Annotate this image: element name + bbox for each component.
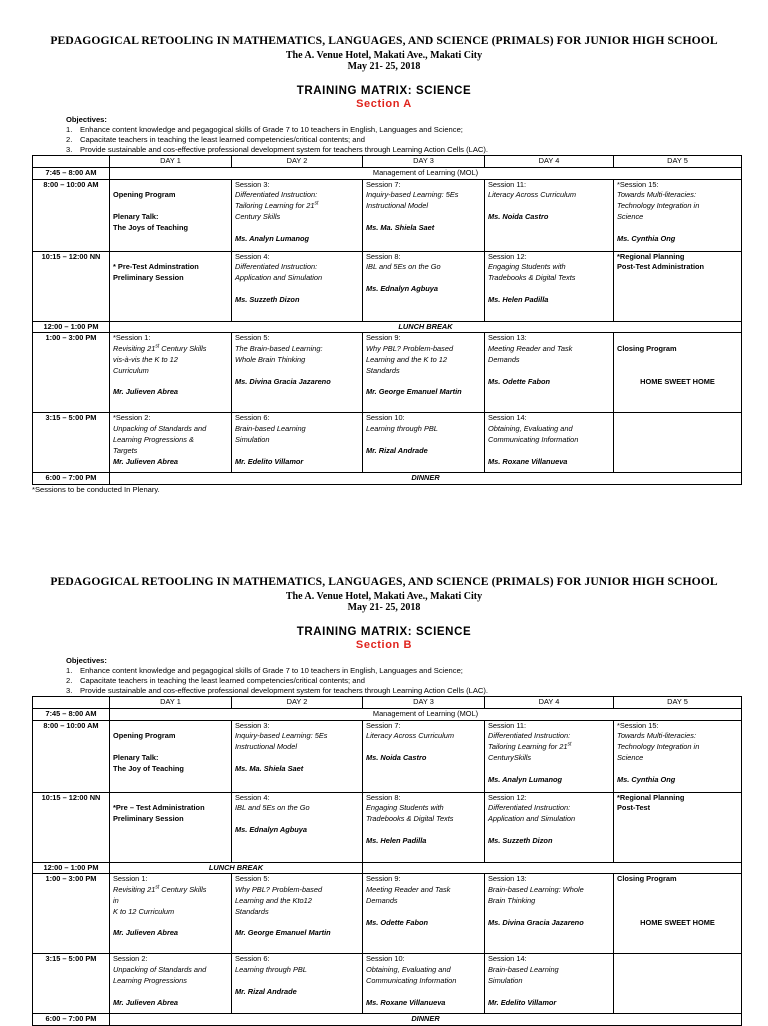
session-cell: Session 10: Obtaining, Evaluating and Communicating Information Ms. Roxane Villanueva bbox=[363, 954, 485, 1014]
mol-band: Management of Learning (MOL) bbox=[110, 708, 742, 720]
venue-line: The A. Venue Hotel, Makati Ave., Makati City bbox=[285, 50, 483, 61]
table-row bbox=[33, 321, 742, 333]
session-cell: Session 7: Literacy Across Curriculum Ms. Noida Castro bbox=[363, 720, 485, 792]
objectives bbox=[66, 115, 768, 155]
table-header-row bbox=[33, 156, 742, 168]
time-slot: 1:00 – 3:00 PM bbox=[33, 333, 110, 413]
session-cell: *Pre – Test Administration Preliminary Session bbox=[110, 792, 232, 862]
table-row bbox=[33, 720, 742, 792]
day-header: DAY 5 bbox=[614, 697, 742, 709]
session-cell: Closing Program HOME SWEET HOME bbox=[614, 333, 742, 413]
table-row bbox=[33, 862, 742, 874]
time-slot: 12:00 – 1:00 PM bbox=[33, 321, 110, 333]
session-cell: Session 10: Learning through PBL Mr. Rizal Andrade bbox=[363, 413, 485, 473]
time-slot: 10:15 – 12:00 NN bbox=[33, 792, 110, 862]
session-cell: Opening Program Plenary Talk: The Joy of Teaching bbox=[110, 720, 232, 792]
objectives-heading: Objectives: bbox=[66, 115, 107, 124]
day-header: DAY 1 bbox=[110, 156, 232, 168]
session-cell: Session 8: IBL and 5Es on the Go Ms. Ednalyn Agbuya bbox=[363, 251, 485, 321]
section-label: Section B bbox=[355, 639, 413, 651]
time-slot: 3:15 – 5:00 PM bbox=[33, 954, 110, 1014]
dates-line: May 21- 25, 2018 bbox=[347, 602, 421, 613]
day-header: DAY 4 bbox=[485, 156, 614, 168]
objective-item: 2. Capacitate teachers in teaching the least learned competencies/critical contents; and bbox=[66, 676, 365, 685]
schedule-table bbox=[32, 696, 742, 1026]
time-slot: 7:45 – 8:00 AM bbox=[33, 167, 110, 179]
objectives bbox=[66, 656, 768, 696]
session-cell: Session 7: Inquiry-based Learning: 5Es Instructional Model Ms. Ma. Shiela Saet bbox=[363, 179, 485, 251]
table-row bbox=[33, 954, 742, 1014]
session-cell: Session 13: Meeting Reader and Task Demands Ms. Odette Fabon bbox=[485, 333, 614, 413]
lunch-band: LUNCH BREAK bbox=[110, 321, 742, 333]
day-header: DAY 1 bbox=[110, 697, 232, 709]
document-title: PEDAGOGICAL RETOOLING IN MATHEMATICS, LANGUAGES, AND SCIENCE (PRIMALS) FOR JUNIOR HIGH SCHOOL bbox=[50, 34, 718, 47]
session-cell: Session 6: Learning through PBL Mr. Rizal Andrade bbox=[232, 954, 363, 1014]
table-row bbox=[33, 792, 742, 862]
session-cell: Session 11: Literacy Across Curriculum Ms. Noida Castro bbox=[485, 179, 614, 251]
session-cell: Session 14: Obtaining, Evaluating and Communicating Information Ms. Roxane Villanueva bbox=[485, 413, 614, 473]
session-cell: Session 3: Differentiated Instruction: Tailoring Learning for 21st Century Skills Ms. Analyn Lumanog bbox=[232, 179, 363, 251]
objective-item: 3. Provide sustainable and cos-effective professional development system for teachers through Learning Action Cells (LAC). bbox=[66, 145, 489, 154]
session-cell: Session 2: Unpacking of Standards and Learning Progressions Mr. Julieven Abrea bbox=[110, 954, 232, 1014]
table-row bbox=[33, 413, 742, 473]
session-cell: Session 12: Engaging Students with Tradebooks & Digital Texts Ms. Helen Padilla bbox=[485, 251, 614, 321]
matrix-title: TRAINING MATRIX: SCIENCE bbox=[296, 626, 472, 638]
table-row bbox=[33, 333, 742, 413]
table-row bbox=[33, 473, 742, 485]
time-slot: 3:15 – 5:00 PM bbox=[33, 413, 110, 473]
session-cell: *Session 15: Towards Multi-literacies: Technology Integration in Science Ms. Cynthia Ong bbox=[614, 720, 742, 792]
venue-line: The A. Venue Hotel, Makati Ave., Makati City bbox=[285, 591, 483, 602]
session-cell bbox=[614, 413, 742, 473]
session-cell: Session 13: Brain-based Learning: Whole Brain Thinking Ms. Divina Gracia Jazareno bbox=[485, 874, 614, 954]
day-header: DAY 3 bbox=[363, 697, 485, 709]
day-header: DAY 5 bbox=[614, 156, 742, 168]
session-cell: *Session 1: Revisiting 21st Century Skills vis-à-vis the K to 12 Curriculum Mr. Julieven Abrea bbox=[110, 333, 232, 413]
document-title: PEDAGOGICAL RETOOLING IN MATHEMATICS, LANGUAGES, AND SCIENCE (PRIMALS) FOR JUNIOR HIGH SCHOOL bbox=[50, 575, 718, 588]
time-slot: 7:45 – 8:00 AM bbox=[33, 708, 110, 720]
time-slot: 10:15 – 12:00 NN bbox=[33, 251, 110, 321]
matrix-title: TRAINING MATRIX: SCIENCE bbox=[296, 85, 472, 97]
plenary-footnote: *Sessions to be conducted In Plenary. bbox=[32, 485, 160, 495]
time-slot: 8:00 – 10:00 AM bbox=[33, 720, 110, 792]
table-row bbox=[33, 874, 742, 954]
time-header bbox=[33, 156, 110, 168]
session-cell: * Pre-Test Adminstration Preliminary Session bbox=[110, 251, 232, 321]
dinner-band: DINNER bbox=[110, 473, 742, 485]
session-cell: Session 5: Why PBL? Problem-based Learning and the Kto12 Standards Mr. George Emanuel Martin bbox=[232, 874, 363, 954]
session-cell bbox=[614, 954, 742, 1014]
day-header: DAY 2 bbox=[232, 697, 363, 709]
session-cell: Session 3: Inquiry-based Learning: 5Es Instructional Model Ms. Ma. Shiela Saet bbox=[232, 720, 363, 792]
day-header: DAY 3 bbox=[363, 156, 485, 168]
session-cell: Session 8: Engaging Students with Tradebooks & Digital Texts Ms. Helen Padilla bbox=[363, 792, 485, 862]
table-row bbox=[33, 708, 742, 720]
objective-item: 1. Enhance content knowledge and pegagogical skills of Grade 7 to 10 teachers in English, Languages and Science; bbox=[66, 125, 463, 134]
mol-band: Management of Learning (MOL) bbox=[110, 167, 742, 179]
objective-item: 3. Provide sustainable and cos-effective professional development system for teachers through Learning Action Cells (LAC). bbox=[66, 686, 489, 695]
lunch-band: LUNCH BREAK bbox=[110, 862, 363, 874]
matrix-sheet-a bbox=[0, 34, 768, 495]
day-header: DAY 2 bbox=[232, 156, 363, 168]
session-cell: *Session 15: Towards Multi-literacies: Technology Integration in Science Ms. Cynthia Ong bbox=[614, 179, 742, 251]
table-row bbox=[33, 167, 742, 179]
session-cell: Session 1: Revisiting 21st Century Skills in K to 12 Curriculum Mr. Julieven Abrea bbox=[110, 874, 232, 954]
time-slot: 6:00 – 7:00 PM bbox=[33, 473, 110, 485]
day-header: DAY 4 bbox=[485, 697, 614, 709]
time-slot: 6:00 – 7:00 PM bbox=[33, 1014, 110, 1026]
session-cell: *Session 2: Unpacking of Standards and Learning Progressions & Targets Mr. Julieven Abrea bbox=[110, 413, 232, 473]
session-cell: Closing Program HOME SWEET HOME bbox=[614, 874, 742, 954]
table-row bbox=[33, 251, 742, 321]
matrix-sheet-b bbox=[0, 575, 768, 1026]
session-cell: *Regional Planning Post-Test Administration bbox=[614, 251, 742, 321]
dates-line: May 21- 25, 2018 bbox=[347, 61, 421, 72]
session-cell: Session 5: The Brain-based Learning: Whole Brain Thinking Ms. Divina Gracia Jazareno bbox=[232, 333, 363, 413]
time-slot: 8:00 – 10:00 AM bbox=[33, 179, 110, 251]
session-cell: Session 4: Differentiated Instruction: Application and Simulation Ms. Suzzeth Dizon bbox=[232, 251, 363, 321]
session-cell: Session 14: Brain-based Learning Simulation Mr. Edelito Villamor bbox=[485, 954, 614, 1014]
lunch-band-empty bbox=[363, 862, 742, 874]
session-cell: Session 12: Differentiated Instruction: Application and Simulation Ms. Suzzeth Dizon bbox=[485, 792, 614, 862]
session-cell: Session 6: Brain-based Learning Simulation Mr. Edelito Villamor bbox=[232, 413, 363, 473]
table-header-row bbox=[33, 697, 742, 709]
objective-item: 1. Enhance content knowledge and pegagogical skills of Grade 7 to 10 teachers in English, Languages and Science; bbox=[66, 666, 463, 675]
time-slot: 12:00 – 1:00 PM bbox=[33, 862, 110, 874]
session-cell: Session 11: Differentiated Instruction: Tailoring Learning for 21st CenturySkills Ms. Analyn Lumanog bbox=[485, 720, 614, 792]
time-header bbox=[33, 697, 110, 709]
session-cell: Session 9: Meeting Reader and Task Demands Ms. Odette Fabon bbox=[363, 874, 485, 954]
objectives-heading: Objectives: bbox=[66, 656, 107, 665]
dinner-band: DINNER bbox=[110, 1014, 742, 1026]
session-cell: Session 9: Why PBL? Problem-based Learning and the K to 12 Standards Mr. George Emanuel Martin bbox=[363, 333, 485, 413]
objective-item: 2. Capacitate teachers in teaching the least learned competencies/critical contents; and bbox=[66, 135, 365, 144]
section-label: Section A bbox=[356, 98, 412, 110]
session-cell: *Regional Planning Post-Test bbox=[614, 792, 742, 862]
session-cell: Session 4: IBL and 5Es on the Go Ms. Ednalyn Agbuya bbox=[232, 792, 363, 862]
table-row bbox=[33, 179, 742, 251]
session-cell: Opening Program Plenary Talk: The Joys of Teaching bbox=[110, 179, 232, 251]
schedule-table bbox=[32, 155, 742, 485]
time-slot: 1:00 – 3:00 PM bbox=[33, 874, 110, 954]
